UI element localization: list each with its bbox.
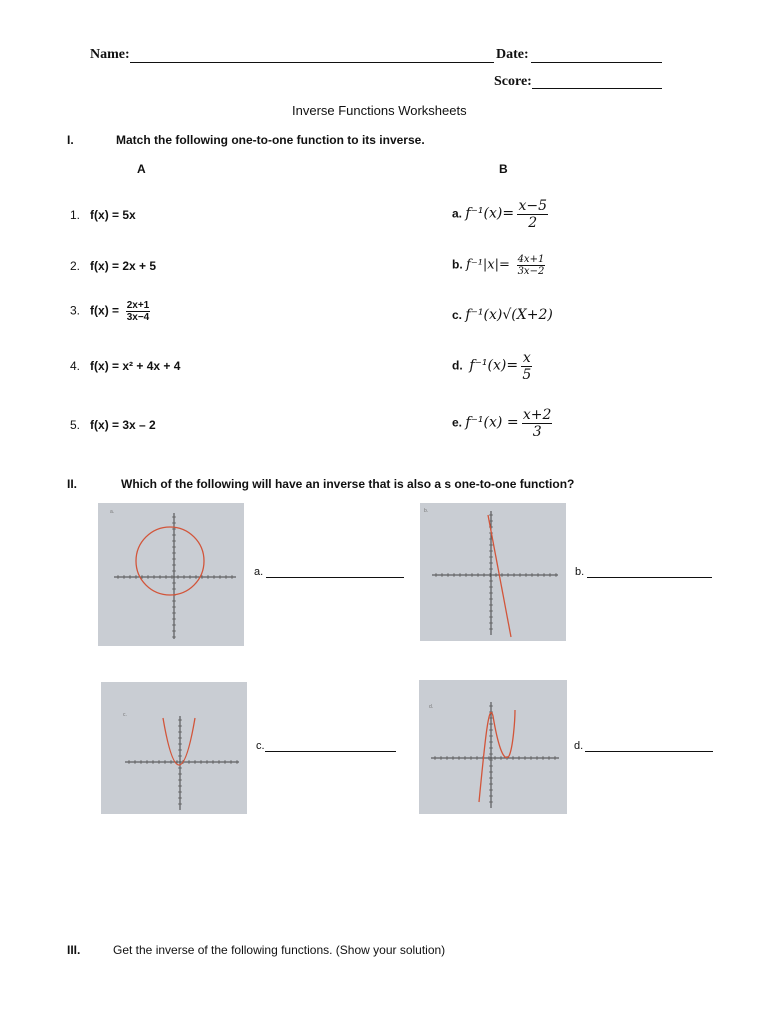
section3-instruction: Get the inverse of the following functions. (Show your solution): [113, 943, 446, 957]
graph-b-svg: [420, 503, 566, 641]
function-expression: f(x) = x² + 4x + 4: [90, 359, 181, 373]
item-a-2: [70, 259, 156, 273]
answer-d-line[interactable]: [585, 751, 713, 752]
item-letter: d.: [452, 358, 463, 373]
function-expression: f(x) =: [90, 303, 120, 318]
fraction-numerator: 2x+1: [126, 300, 150, 311]
item-b-d: [452, 350, 532, 383]
graph-corner-label: c.: [123, 712, 127, 718]
fraction-denominator: 3x−4: [126, 312, 150, 323]
item-number: 5.: [70, 418, 81, 432]
score-field-line[interactable]: [532, 88, 662, 89]
item-number: 1.: [70, 208, 81, 222]
section1-instruction: Match the following one-to-one function to its inverse.: [116, 133, 425, 147]
fraction-numerator: 4x+1: [517, 254, 545, 265]
item-a-5: [70, 418, 156, 432]
answer-b-label: b.: [575, 566, 585, 578]
graph-corner-label: a.: [110, 509, 115, 515]
answer-a-label: a.: [254, 566, 264, 578]
name-field-line[interactable]: [130, 62, 494, 63]
item-a-1: [70, 208, 136, 222]
item-a-3: [70, 300, 150, 323]
section2-number: II.: [67, 477, 78, 491]
fraction-denominator: 5: [522, 367, 532, 383]
inverse-lhs: f⁻¹|x|=: [466, 257, 510, 273]
item-b-c: [452, 307, 553, 323]
fraction-denominator: 3: [522, 423, 553, 440]
inverse-expression: f⁻¹(x)√(X+2): [465, 307, 553, 323]
section2-instruction: Which of the following will have an inverse that is also a s one-to-one function?: [121, 477, 575, 491]
item-letter: c.: [452, 308, 463, 322]
answer-c-line[interactable]: [265, 751, 396, 752]
graph-c-photo: [101, 682, 247, 814]
x-ticks: [436, 573, 556, 577]
answer-a-line[interactable]: [266, 577, 404, 578]
graph-c-svg: [101, 682, 247, 814]
fraction-denominator: 2: [517, 214, 548, 231]
item-a-4: [70, 359, 180, 373]
item-letter: a.: [452, 206, 463, 221]
item-b-e: [452, 407, 552, 440]
x-ticks: [435, 756, 555, 760]
inverse-lhs: f⁻¹(x)=: [469, 357, 519, 374]
item-number: 4.: [70, 359, 81, 373]
graph-d-photo: [419, 680, 567, 814]
date-field-line[interactable]: [531, 62, 662, 63]
column-b-heading: B: [499, 162, 508, 176]
answer-d-label: d.: [574, 740, 584, 752]
item-letter: e.: [452, 415, 463, 430]
fraction: [517, 198, 548, 231]
item-b-b: [452, 254, 545, 277]
date-label: Date:: [496, 47, 529, 62]
section1-number: I.: [67, 133, 74, 147]
fraction-numerator: x−5: [518, 198, 547, 214]
fraction-numerator: x+2: [522, 407, 552, 423]
graph-corner-label: b.: [424, 508, 429, 514]
graph-a-svg: [98, 503, 244, 646]
function-expression: f(x) = 5x: [90, 208, 136, 222]
fraction: [521, 350, 532, 383]
fraction-denominator: 3x−2: [517, 266, 545, 277]
answer-c-label: c.: [256, 740, 265, 752]
fraction: [126, 300, 151, 323]
y-ticks: [172, 517, 176, 637]
section3-number: III.: [67, 943, 81, 957]
score-label: Score:: [494, 74, 532, 89]
inverse-lhs: f⁻¹(x)=: [465, 205, 515, 222]
inverse-lhs: f⁻¹(x) =: [465, 414, 519, 431]
column-a-heading: A: [137, 162, 146, 176]
function-expression: f(x) = 2x + 5: [90, 259, 157, 273]
function-expression: f(x) = 3x – 2: [90, 418, 156, 432]
item-number: 3.: [70, 303, 81, 318]
item-number: 2.: [70, 259, 81, 273]
fraction: [522, 407, 553, 440]
graph-d-svg: [419, 680, 567, 814]
name-label: Name:: [90, 47, 130, 62]
item-letter: b.: [452, 257, 463, 272]
fraction-numerator: x: [522, 350, 531, 366]
graph-b-photo: [420, 503, 566, 641]
fraction: [517, 254, 546, 277]
graph-a-photo: [98, 503, 244, 646]
graph-corner-label: d.: [429, 704, 434, 710]
answer-b-line[interactable]: [587, 577, 712, 578]
page-title: Inverse Functions Worksheets: [292, 103, 467, 118]
item-b-a: [452, 198, 548, 231]
